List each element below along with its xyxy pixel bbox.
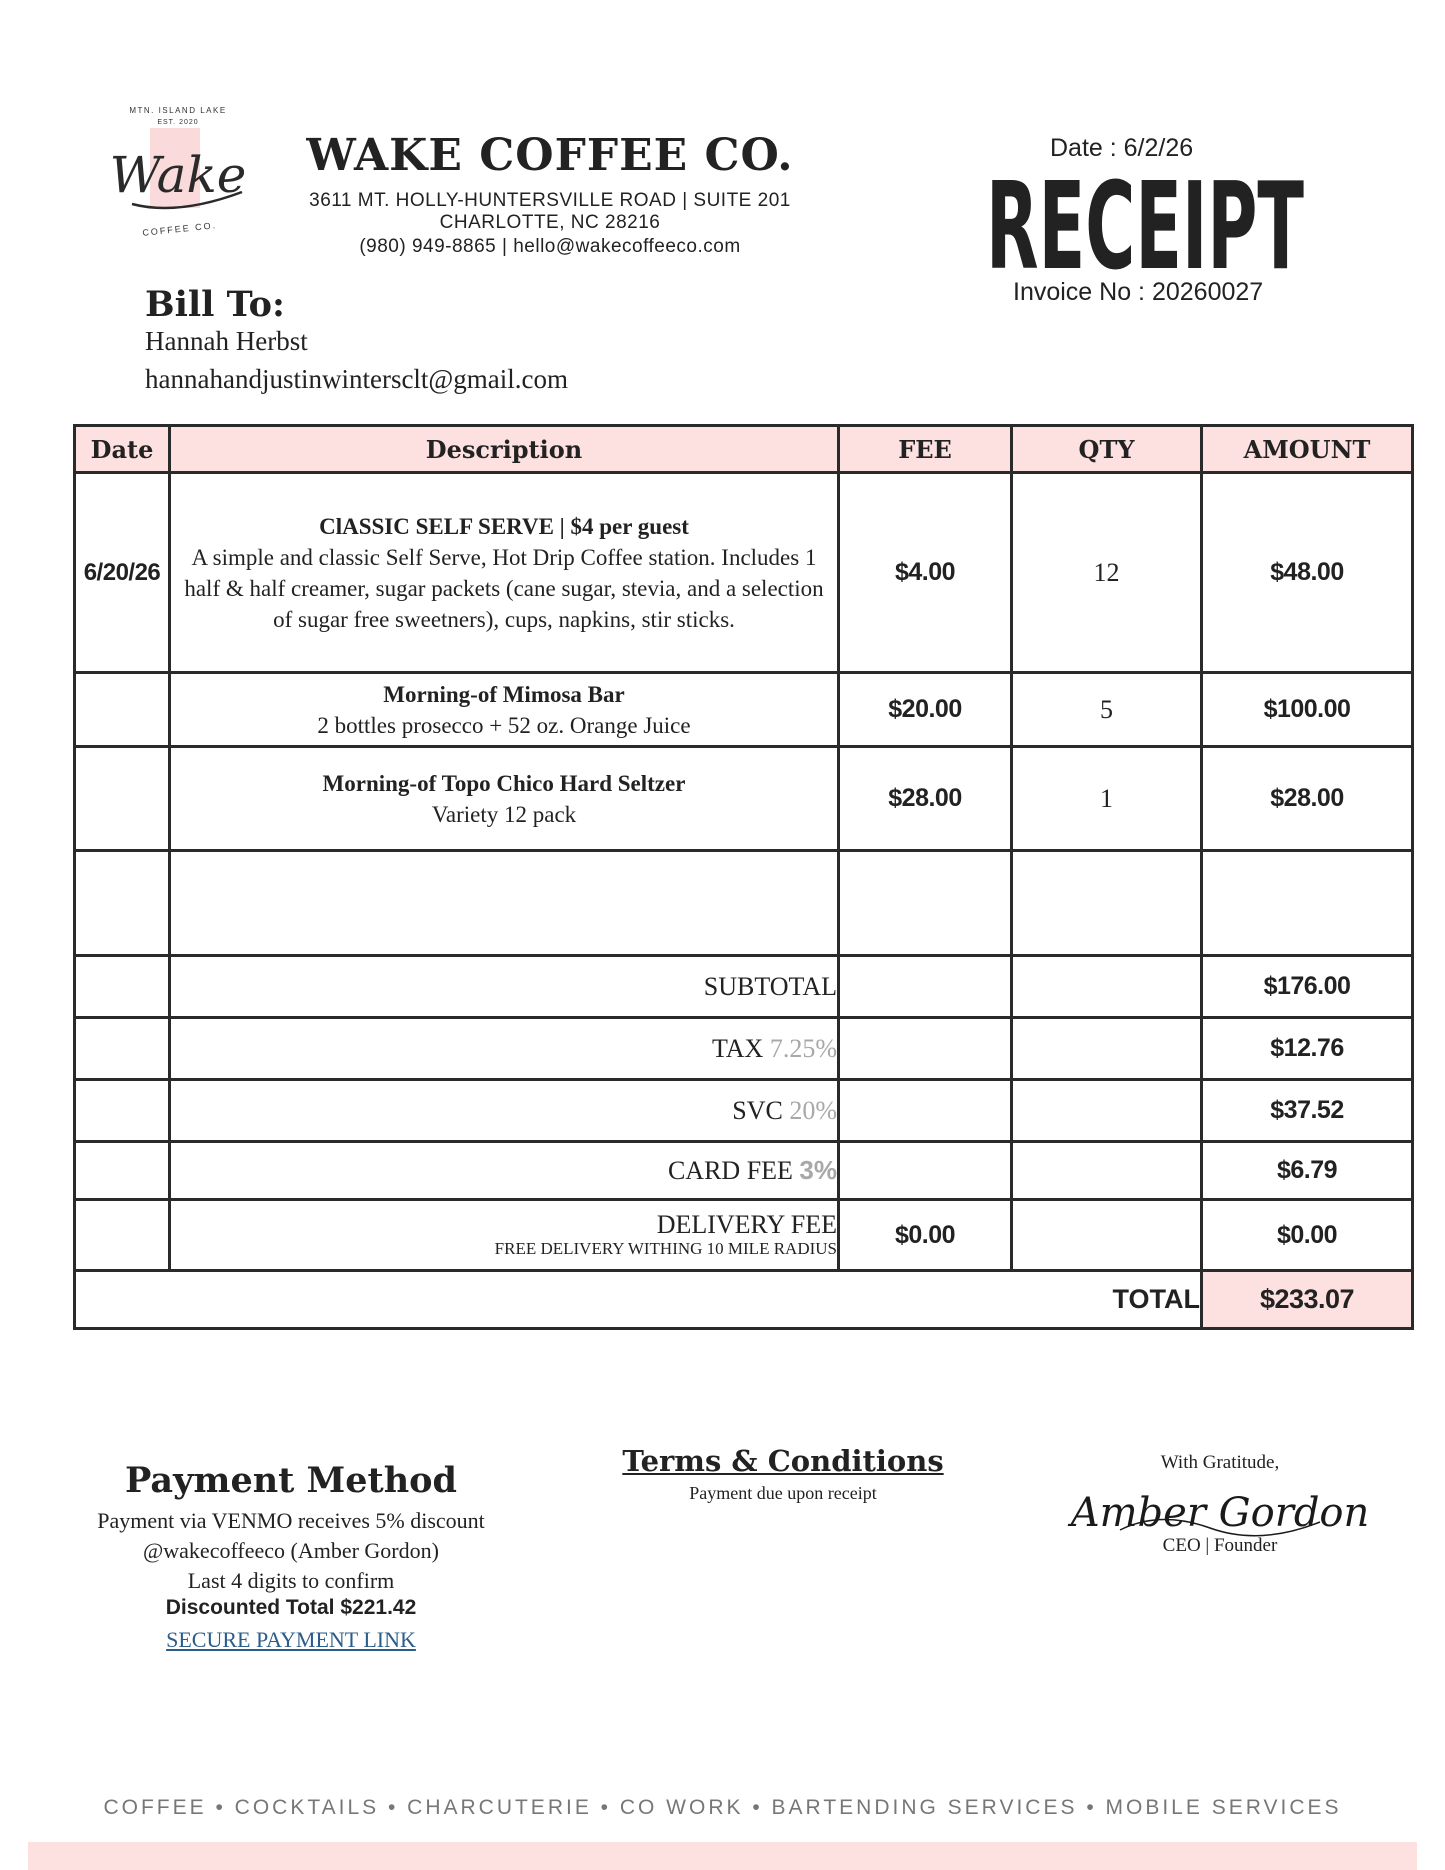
company-address-line2: CHARLOTTE, NC 28216 [439, 212, 661, 233]
signature-gratitude: With Gratitude, [1160, 1452, 1280, 1473]
item-description [170, 747, 839, 851]
company-name: WAKE COFFEE CO. [306, 130, 794, 181]
card-fee-row [75, 1142, 1413, 1200]
tax-value: $12.76 [1202, 1018, 1413, 1080]
company-address-line1: 3611 MT. HOLLY-HUNTERSVILLE ROAD | SUITE 201 [309, 190, 791, 211]
svc-label: SVC [732, 1095, 783, 1125]
tax-rate: 7.25% [769, 1033, 837, 1063]
delivery-row [75, 1200, 1413, 1271]
signature-title: CEO | Founder [1162, 1535, 1278, 1556]
table-header-row [75, 426, 1413, 473]
svc-row [75, 1080, 1413, 1142]
svc-value: $37.52 [1202, 1080, 1413, 1142]
item-amount: $48.00 [1202, 473, 1413, 673]
invoice-table [73, 424, 1414, 1330]
bill-to-email: hannahandjustinwintersclt@gmail.com [145, 364, 569, 394]
delivery-fee: $0.00 [839, 1200, 1012, 1271]
secure-payment-link[interactable]: SECURE PAYMENT LINK [166, 1627, 416, 1652]
footer-band [28, 1842, 1417, 1870]
item-qty: 12 [1012, 473, 1202, 673]
bill-to-heading: Bill To: [145, 284, 285, 325]
item-amount: $28.00 [1202, 747, 1413, 851]
subtotal-value: $176.00 [1202, 956, 1413, 1018]
item-date [75, 747, 170, 851]
card-fee-value: $6.79 [1202, 1142, 1413, 1200]
item-fee: $4.00 [839, 473, 1012, 673]
card-fee-label-cell [170, 1142, 839, 1200]
subtotal-row [75, 956, 1413, 1018]
item-fee: $28.00 [839, 747, 1012, 851]
svg-text:EST. 2020: EST. 2020 [157, 119, 199, 126]
payment-venmo-handle: @wakecoffeeco (Amber Gordon) [143, 1538, 439, 1563]
total-row [75, 1271, 1413, 1329]
header-date: Date [75, 426, 170, 473]
footer-services: COFFEE • COCKTAILS • CHARCUTERIE • CO WORK • BARTENDING SERVICES • MOBILE SERVICES [103, 1796, 1342, 1819]
svc-rate: 20% [789, 1095, 837, 1125]
item-description [170, 673, 839, 747]
item-title: Morning-of Topo Chico Hard Seltzer [322, 770, 686, 796]
tax-row [75, 1018, 1413, 1080]
svg-text:RECEIPT: RECEIPT [986, 158, 1305, 297]
delivery-label: DELIVERY FEE [656, 1210, 837, 1239]
delivery-amount: $0.00 [1202, 1200, 1413, 1271]
item-date [75, 673, 170, 747]
table-row [75, 673, 1413, 747]
delivery-note: FREE DELIVERY WITHING 10 MILE RADIUS [494, 1239, 837, 1258]
header-amount: AMOUNT [1202, 426, 1413, 473]
item-title: Morning-of Mimosa Bar [383, 681, 625, 707]
svg-text:COFFEE CO.: COFFEE CO. [141, 220, 218, 238]
item-date: 6/20/26 [75, 473, 170, 673]
receipt-date: Date : 6/2/26 [1050, 134, 1194, 162]
payment-venmo-note: Payment via VENMO receives 5% discount [97, 1508, 485, 1533]
company-contact: (980) 949-8865 | hello@wakecoffeeco.com [359, 236, 741, 257]
bill-to-name: Hannah Herbst [145, 326, 308, 356]
wake-coffee-logo [109, 100, 262, 250]
total-label: TOTAL [75, 1271, 1202, 1329]
invoice-number: Invoice No : 20260027 [1013, 278, 1264, 306]
payment-discounted-total: Discounted Total $221.42 [165, 1596, 417, 1619]
terms-title: Terms & Conditions [622, 1444, 944, 1478]
item-qty: 1 [1012, 747, 1202, 851]
subtotal-label: SUBTOTAL [170, 956, 839, 1018]
payment-link-wrap [88, 1627, 494, 1653]
svg-text:Amber Gordon: Amber Gordon [1070, 1490, 1370, 1536]
table-row [75, 473, 1413, 673]
empty-row [75, 851, 1413, 956]
item-title: ClASSIC SELF SERVE | $4 per guest [319, 513, 689, 539]
svg-text:MTN. ISLAND LAKE: MTN. ISLAND LAKE [129, 106, 227, 115]
tax-label: TAX [711, 1033, 764, 1063]
item-detail: A simple and classic Self Serve, Hot Drip Coffee station. Includes 1 half & half creamer, sugar packets (cane sugar, stevia, and a selection of sugar free sweetners), cups, napkins, stir sticks. [184, 544, 824, 632]
payment-method-title: Payment Method [125, 1460, 457, 1501]
item-detail: Variety 12 pack [431, 801, 577, 827]
item-fee: $20.00 [839, 673, 1012, 747]
total-value: $233.07 [1202, 1271, 1413, 1329]
header-description: Description [170, 426, 839, 473]
card-fee-rate: 3% [799, 1155, 837, 1185]
header-qty: QTY [1012, 426, 1202, 473]
item-description [170, 473, 839, 673]
item-amount: $100.00 [1202, 673, 1413, 747]
item-qty: 5 [1012, 673, 1202, 747]
terms-text: Payment due upon receipt [689, 1483, 877, 1503]
table-row [75, 747, 1413, 851]
card-fee-label: CARD FEE [667, 1156, 793, 1185]
payment-confirm-note: Last 4 digits to confirm [187, 1568, 395, 1593]
delivery-label-cell [170, 1200, 839, 1271]
svc-label-cell [170, 1080, 839, 1142]
item-detail: 2 bottles prosecco + 52 oz. Orange Juice [317, 712, 691, 738]
svg-text:Wake: Wake [109, 146, 247, 204]
tax-label-cell [170, 1018, 839, 1080]
header-fee: FEE [839, 426, 1012, 473]
